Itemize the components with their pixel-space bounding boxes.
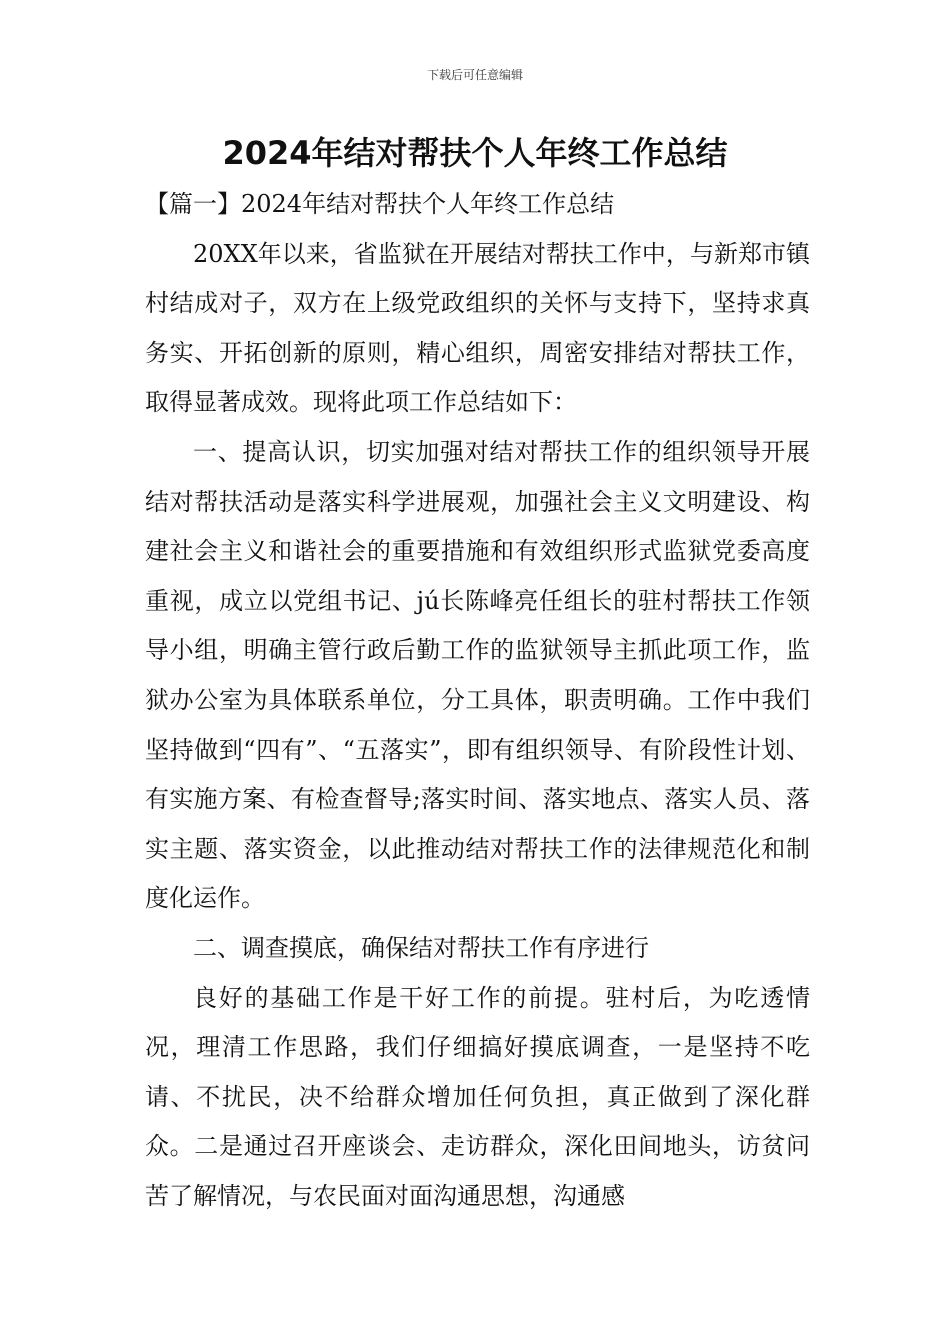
paragraph-intro: 20XX年以来，省监狱在开展结对帮扶工作中，与新郑市镇村结成对子，双方在上级党政组织的关怀与支持下，坚持求真务实、开拓创新的原则，精心组织，周密安排结对帮扶工作，取得显著成效。现将此项工作总结如下： [145, 239, 810, 417]
paragraph-survey: 良好的基础工作是干好工作的前提。驻村后，为吃透情况，理清工作思路，我们仔细搞好摸底调查，一是坚持不吃请、不扰民，决不给群众增加任何负担，真正做到了深化群众。二是通过召开座谈会、走访群众，深化田间地头，访贫问苦了解情况，与农民面对面沟通思想，沟通感 [145, 983, 810, 1210]
paragraph-organization: 一、提高认识，切实加强对结对帮扶工作的组织领导开展结对帮扶活动是落实科学进展观，加强社会主义文明建设、构建社会主义和谐社会的重要措施和有效组织形式监狱党委高度重视，成立以党组书记、jú长陈峰亮任组长的驻村帮扶工作领导小组，明确主管行政后勤工作的监狱领导主抓此项工作，监狱办公室为具体联系单位，分工具体，职责明确。工作中我们坚持做到“四有”、“五落实”，即有组织领导、有阶段性计划、有实施方案、有检查督导;落实时间、落实地点、落实人员、落实主题、落实资金，以此推动结对帮扶工作的法律规范化和制度化运作。 [145, 437, 810, 913]
document-title: 2024年结对帮扶个人年终工作总结 [222, 134, 728, 172]
paragraph-survey-heading: 二、调查摸底，确保结对帮扶工作有序进行 [193, 933, 649, 962]
document-body [145, 180, 810, 1221]
section-heading: 【篇一】2024年结对帮扶个人年终工作总结 [145, 190, 615, 218]
header-note: 下载后可任意编辑 [426, 68, 523, 82]
